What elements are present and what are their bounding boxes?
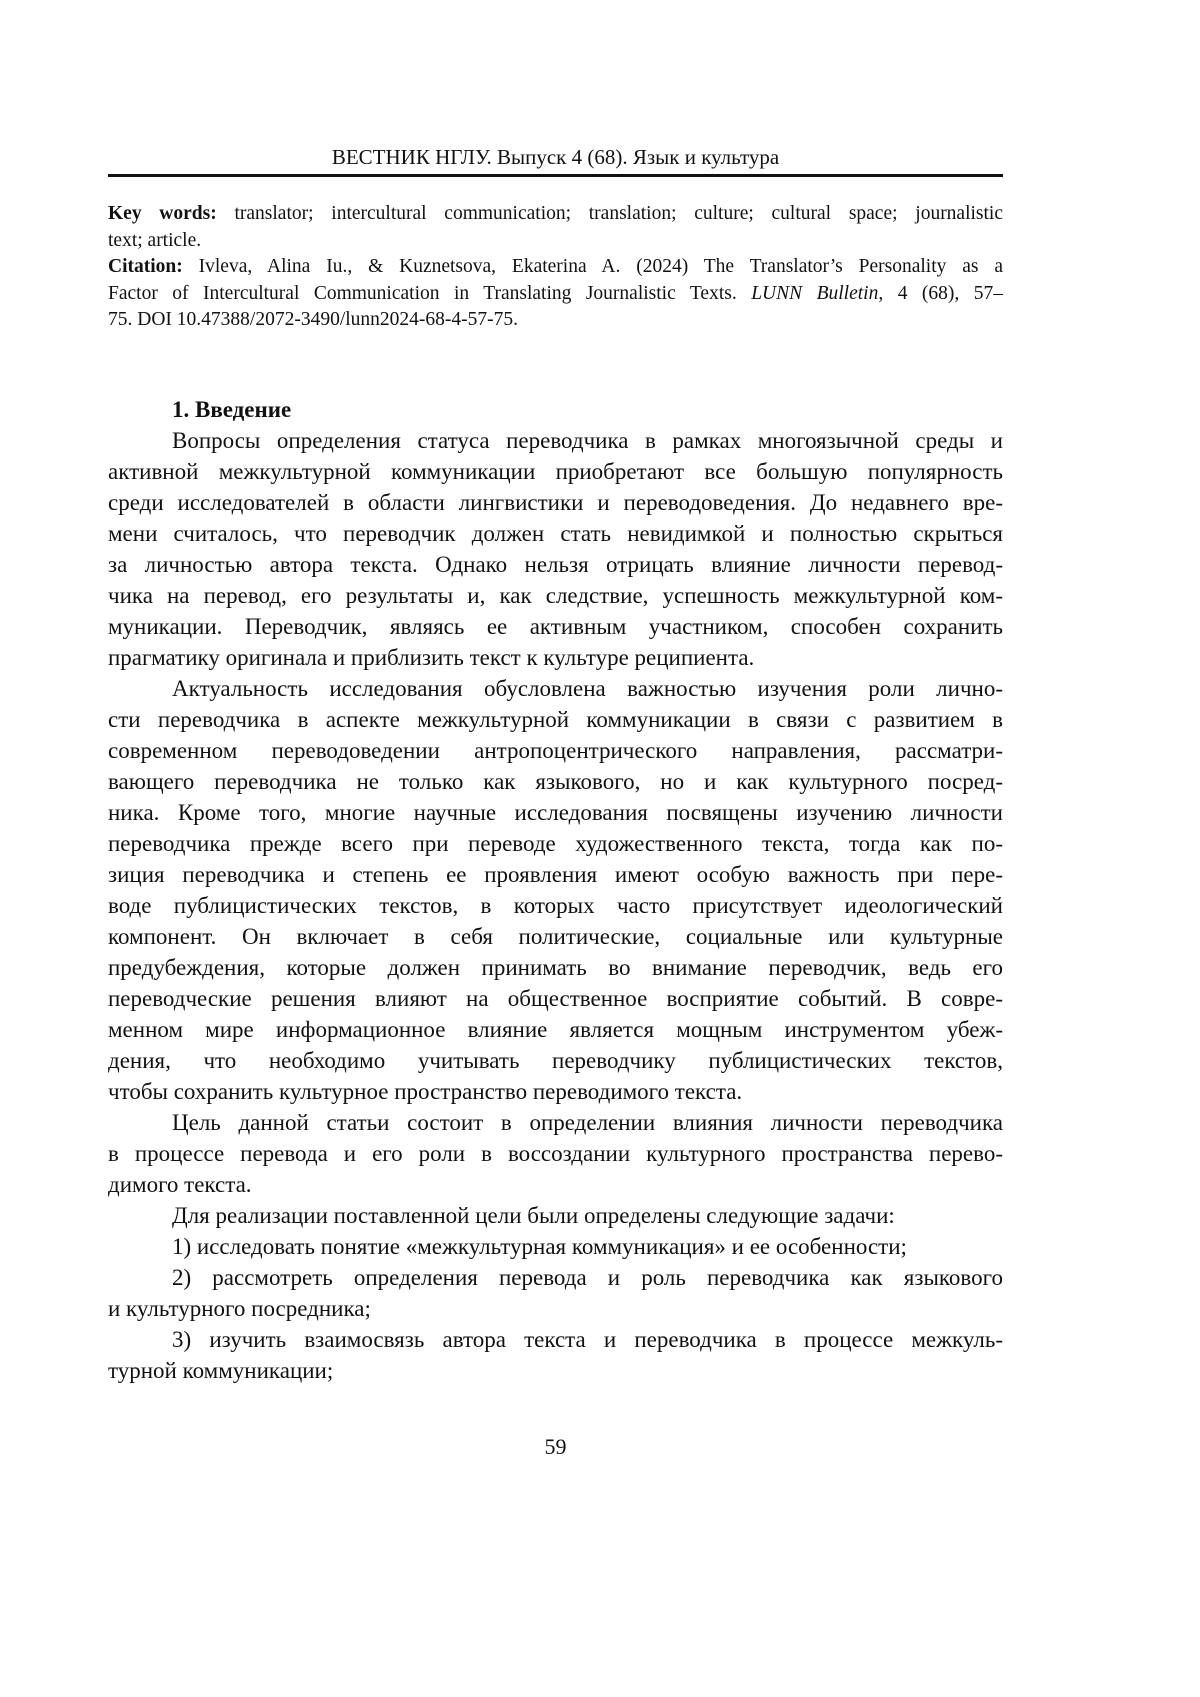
paragraph — [108, 1231, 1003, 1262]
page-number: 59 — [108, 1432, 1003, 1462]
citation-line-2 — [108, 281, 1003, 308]
section-heading: 1. Введение — [108, 394, 1003, 425]
paragraph-line: переводческие решения влияют на общественное восприятие событий. В совре- — [108, 983, 1003, 1014]
paragraph-line: современном переводоведении антропоцентрического направления, рассматри- — [108, 735, 1003, 766]
article-body — [108, 394, 1003, 1386]
paragraph-line: компонент. Он включает в себя политические, социальные или культурные — [108, 921, 1003, 952]
citation-label: Citation: — [108, 256, 183, 277]
paragraph-line: прагматику оригинала и приблизить текст к культуре реципиента. — [108, 642, 1003, 673]
paragraph-line: дения, что необходимо учитывать переводчику публицистических текстов, — [108, 1045, 1003, 1076]
paragraph-line: Цель данной статьи состоит в определении влияния личности переводчика — [108, 1107, 1003, 1138]
paragraph-line: вающего переводчика не только как языкового, но и как культурного посред- — [108, 766, 1003, 797]
paragraph-line: Для реализации поставленной цели были определены следующие задачи: — [108, 1200, 1003, 1231]
paragraph-line: чтобы сохранить культурное пространство переводимого текста. — [108, 1076, 1003, 1107]
paragraph-line: в процессе перевода и его роли в воссоздании культурного пространства перево- — [108, 1138, 1003, 1169]
paragraph-line: среди исследователей в области лингвистики и переводоведения. До недавнего вре- — [108, 487, 1003, 518]
citation-journal: LUNN Bulletin — [751, 283, 878, 304]
citation-line-3: 75. DOI 10.47388/2072-3490/lunn2024-68-4-57-75. — [108, 307, 1003, 334]
paragraph-line: ника. Кроме того, многие научные исследования посвящены изучению личности — [108, 797, 1003, 828]
paragraph-line: Актуальность исследования обусловлена важностью изучения роли лично- — [108, 673, 1003, 704]
paragraph-line: зиция переводчика и степень ее проявления имеют особую важность при пере- — [108, 859, 1003, 890]
keywords-line-1 — [108, 201, 1003, 228]
article-metadata — [108, 201, 1003, 334]
paragraph-line: мени считалось, что переводчик должен стать невидимкой и полностью скрыться — [108, 518, 1003, 549]
running-head: ВЕСТНИК НГЛУ. Выпуск 4 (68). Язык и культура — [108, 143, 1003, 171]
citation-issue: , 4 (68), 57– — [878, 283, 1003, 304]
paragraph — [108, 1200, 1003, 1231]
paragraph-line: 3) изучить взаимосвязь автора текста и переводчика в процессе межкуль- — [108, 1324, 1003, 1355]
paragraph-line: сти переводчика в аспекте межкультурной коммуникации в связи с развитием в — [108, 704, 1003, 735]
paragraph-line: чика на перевод, его результаты и, как следствие, успешность межкультурной ком- — [108, 580, 1003, 611]
header-rule — [108, 174, 1003, 177]
paragraph-line: 2) рассмотреть определения перевода и роль переводчика как языкового — [108, 1262, 1003, 1293]
paragraph — [108, 1107, 1003, 1200]
paragraph — [108, 1324, 1003, 1386]
citation-text: Ivleva, Alina Iu., & Kuznetsova, Ekaterina A. (2024) The Translator’s Personality as a — [199, 256, 1003, 277]
keywords-text: translator; intercultural communication; translation; culture; cultural space; journalistic — [234, 203, 1003, 224]
paragraph-line: за личностью автора текста. Однако нельзя отрицать влияние личности перевод- — [108, 549, 1003, 580]
paragraph-line: и культурного посредника; — [108, 1293, 1003, 1324]
citation-line-1 — [108, 254, 1003, 281]
paragraph-line: турной коммуникации; — [108, 1355, 1003, 1386]
paragraph-line: воде публицистических текстов, в которых часто присутствует идеологический — [108, 890, 1003, 921]
paragraph-line: менном мире информационное влияние является мощным инструментом убеж- — [108, 1014, 1003, 1045]
paragraph-line: активной межкультурной коммуникации приобретают все большую популярность — [108, 456, 1003, 487]
paragraph — [108, 673, 1003, 1107]
paragraph-line: 1) исследовать понятие «межкультурная коммуникация» и ее особенности; — [108, 1231, 1003, 1262]
keywords-label: Key words: — [108, 203, 217, 224]
paragraph — [108, 1262, 1003, 1324]
citation-title: Factor of Intercultural Communication in Translating Journalistic Texts. — [108, 283, 751, 304]
paragraph-line: предубеждения, которые должен принимать во внимание переводчик, ведь его — [108, 952, 1003, 983]
paragraph-line: муникации. Переводчик, являясь ее активным участником, способен сохранить — [108, 611, 1003, 642]
paragraph — [108, 425, 1003, 673]
keywords-line-2: text; article. — [108, 228, 1003, 255]
paragraph-line: переводчика прежде всего при переводе художественного текста, тогда как по- — [108, 828, 1003, 859]
paragraph-line: димого текста. — [108, 1169, 1003, 1200]
paragraph-line: Вопросы определения статуса переводчика в рамках многоязычной среды и — [108, 425, 1003, 456]
